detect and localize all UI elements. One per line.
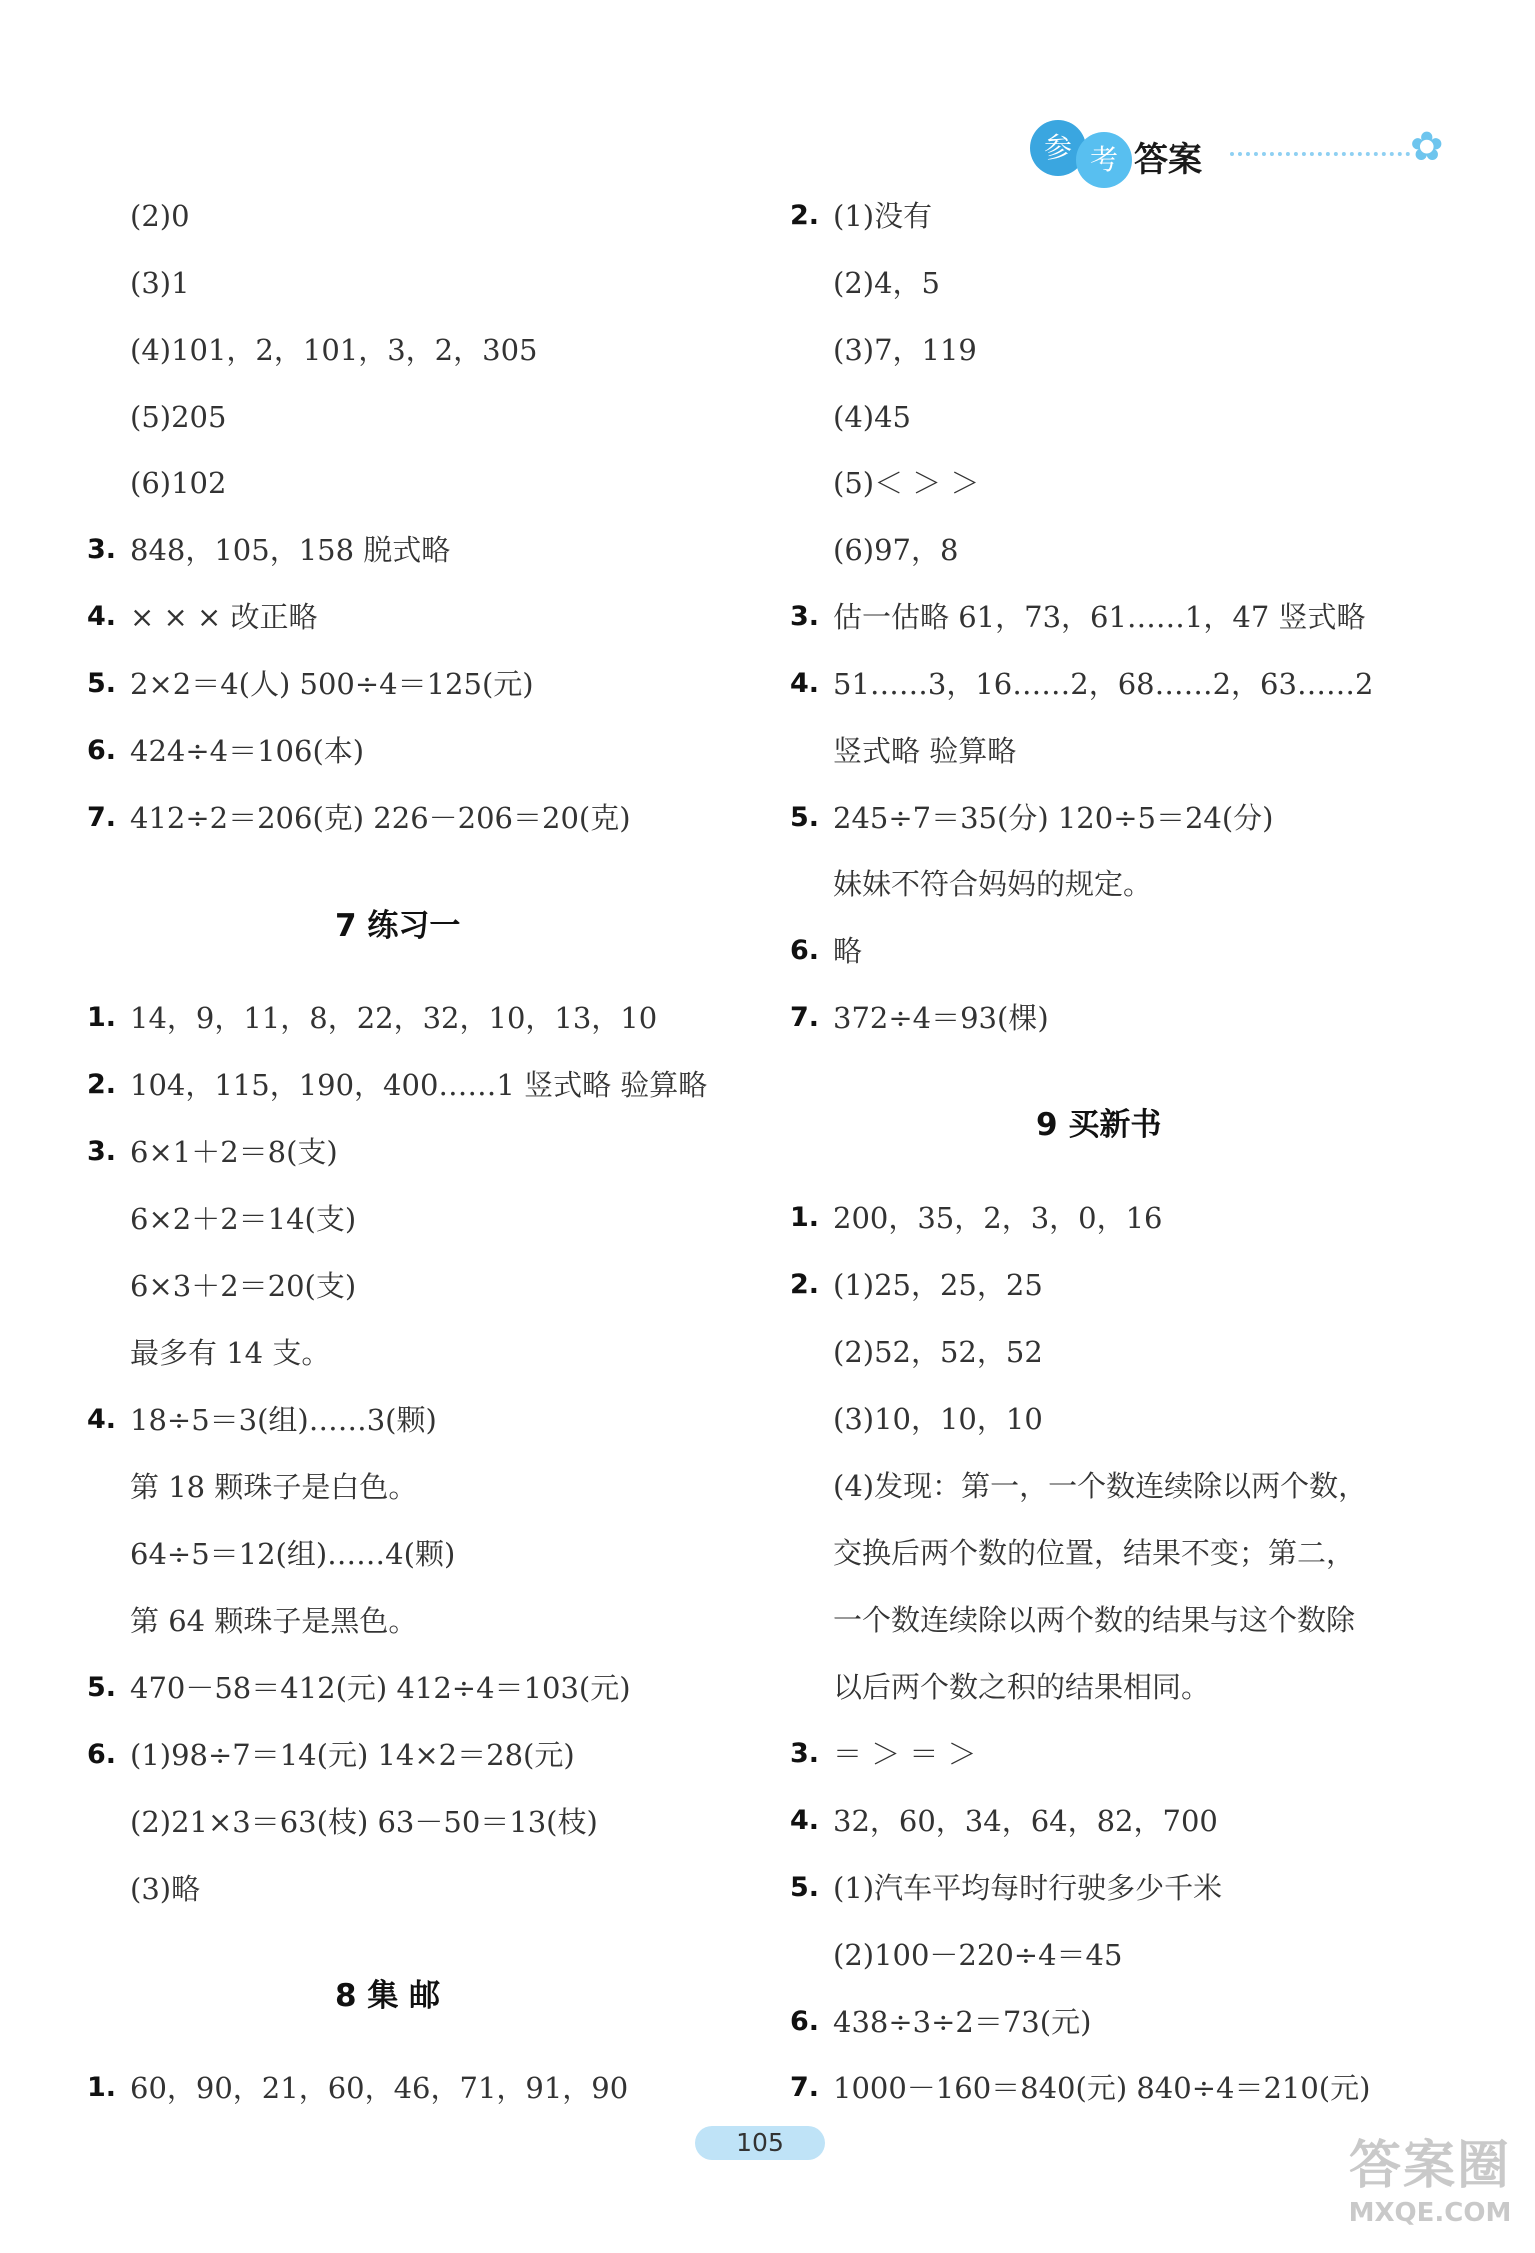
question-number: 3.: [87, 1136, 117, 1167]
answer-text: (2)52，52，52: [833, 1335, 1043, 1369]
question-number: 1.: [87, 2072, 117, 2103]
answer-text: (3)略: [130, 1872, 201, 1906]
answer-text: (3)7，119: [833, 333, 977, 367]
question-number: 2.: [87, 1069, 117, 1100]
answer-text: (4)发现：第一，一个数连续除以两个数，: [833, 1469, 1368, 1503]
question-number: 5.: [87, 1672, 117, 1703]
answer-text: 200，35，2，3，0，16: [833, 1201, 1163, 1235]
question-number: 7.: [790, 2072, 820, 2103]
answer-text: 2×2＝4(人) 500÷4＝125(元): [130, 667, 534, 701]
question-number: 6.: [790, 2006, 820, 2037]
question-number: 7.: [87, 802, 117, 833]
question-number: 3.: [87, 534, 117, 565]
question-number: 3.: [790, 601, 820, 632]
answer-text: (3)1: [130, 266, 190, 300]
answer-text: (1)没有: [833, 199, 933, 233]
answer-text: × × × 改正略: [130, 600, 318, 634]
question-number: 5.: [87, 668, 117, 699]
question-number: 4.: [790, 668, 820, 699]
answer-text: 妹妹不符合妈妈的规定。: [833, 867, 1153, 901]
question-number: 6.: [790, 935, 820, 966]
answer-text: (1)汽车平均每时行驶多少千米: [833, 1871, 1223, 1905]
question-number: 4.: [87, 601, 117, 632]
question-number: 1.: [790, 1202, 820, 1233]
section-heading: 7 练习一: [335, 908, 461, 944]
watermark-text: 答案圈: [1348, 2136, 1511, 2196]
answer-text: 略: [833, 934, 863, 968]
answer-text: 估一估略 61，73，61……1，47 竖式略: [833, 600, 1366, 634]
question-number: 3.: [790, 1738, 820, 1769]
question-number: 6.: [87, 1739, 117, 1770]
watermark-logo: [1345, 2123, 1515, 2243]
answer-text: (1)25，25，25: [833, 1268, 1043, 1302]
question-number: 2.: [790, 200, 820, 231]
answer-text: (6)97，8: [833, 533, 959, 567]
flower-icon: ✿: [1410, 124, 1444, 170]
header-dots: [1230, 152, 1410, 160]
answer-text: 一个数连续除以两个数的结果与这个数除: [833, 1603, 1356, 1637]
answer-text: 6×3＋2＝20(支): [130, 1269, 357, 1303]
answer-text: 245÷7＝35(分) 120÷5＝24(分): [833, 801, 1274, 835]
answer-text: 最多有 14 支。: [130, 1336, 331, 1370]
question-number: 4.: [790, 1805, 820, 1836]
question-number: 1.: [87, 1002, 117, 1033]
question-number: 6.: [87, 735, 117, 766]
page-number: 105: [695, 2126, 825, 2160]
answer-text: 以后两个数之积的结果相同。: [833, 1670, 1211, 1704]
answer-text: 第 64 颗珠子是黑色。: [130, 1604, 418, 1638]
answer-text: 51……3，16……2，68……2，63……2: [833, 667, 1374, 701]
answer-text: 848，105，158 脱式略: [130, 533, 451, 567]
answer-text: (6)102: [130, 466, 227, 500]
answer-text: 6×1＋2＝8(支): [130, 1135, 338, 1169]
answer-text: (4)101，2，101，3，2，305: [130, 333, 538, 367]
answer-text: 14，9，11，8，22，32，10，13，10: [130, 1001, 658, 1035]
answer-text: (3)10，10，10: [833, 1402, 1043, 1436]
answer-text: ＝ ＞ ＝ ＞: [833, 1737, 977, 1771]
answer-text: (2)21×3＝63(枝) 63－50＝13(枝): [130, 1805, 598, 1839]
question-number: 2.: [790, 1269, 820, 1300]
answer-text: (2)100－220÷4＝45: [833, 1938, 1123, 1972]
question-number: 5.: [790, 802, 820, 833]
answer-header: [1030, 112, 1460, 182]
section-heading: 9 买新书: [1036, 1107, 1162, 1143]
question-number: 4.: [87, 1404, 117, 1435]
answer-text: 438÷3÷2＝73(元): [833, 2005, 1092, 2039]
answer-text: 372÷4＝93(棵): [833, 1001, 1049, 1035]
answer-text: (4)45: [833, 400, 911, 434]
answer-text: 412÷2＝206(克) 226－206＝20(克): [130, 801, 631, 835]
ref-badge-2: 考: [1076, 132, 1132, 188]
answer-text: 32，60，34，64，82，700: [833, 1804, 1218, 1838]
answer-text: (5)205: [130, 400, 227, 434]
watermark-url: MXQE.COM: [1348, 2198, 1512, 2228]
answer-text: 18÷5＝3(组)……3(颗): [130, 1403, 437, 1437]
answer-text: 6×2＋2＝14(支): [130, 1202, 357, 1236]
answer-text: 64÷5＝12(组)……4(颗): [130, 1537, 456, 1571]
answer-text: (1)98÷7＝14(元) 14×2＝28(元): [130, 1738, 575, 1772]
question-number: 5.: [790, 1872, 820, 1903]
question-number: 7.: [790, 1002, 820, 1033]
answer-text: (2)4，5: [833, 266, 940, 300]
answer-text: 470－58＝412(元) 412÷4＝103(元): [130, 1671, 631, 1705]
answer-text: 竖式略 验算略: [833, 734, 1017, 768]
answer-text: (2)0: [130, 199, 190, 233]
answer-text: 104，115，190，400……1 竖式略 验算略: [130, 1068, 708, 1102]
answer-text: (5)＜ ＞ ＞: [833, 466, 980, 500]
answer-text: 60，90，21，60，46，71，91，90: [130, 2071, 629, 2105]
section-heading: 8 集 邮: [335, 1978, 441, 2014]
answer-text: 424÷4＝106(本): [130, 734, 365, 768]
answer-text: 第 18 颗珠子是白色。: [130, 1470, 418, 1504]
header-title: 答案: [1134, 140, 1202, 180]
answer-text: 交换后两个数的位置，结果不变；第二，: [833, 1536, 1356, 1570]
answer-text: 1000－160＝840(元) 840÷4＝210(元): [833, 2071, 1371, 2105]
ref-badge-1: 参: [1030, 120, 1086, 176]
